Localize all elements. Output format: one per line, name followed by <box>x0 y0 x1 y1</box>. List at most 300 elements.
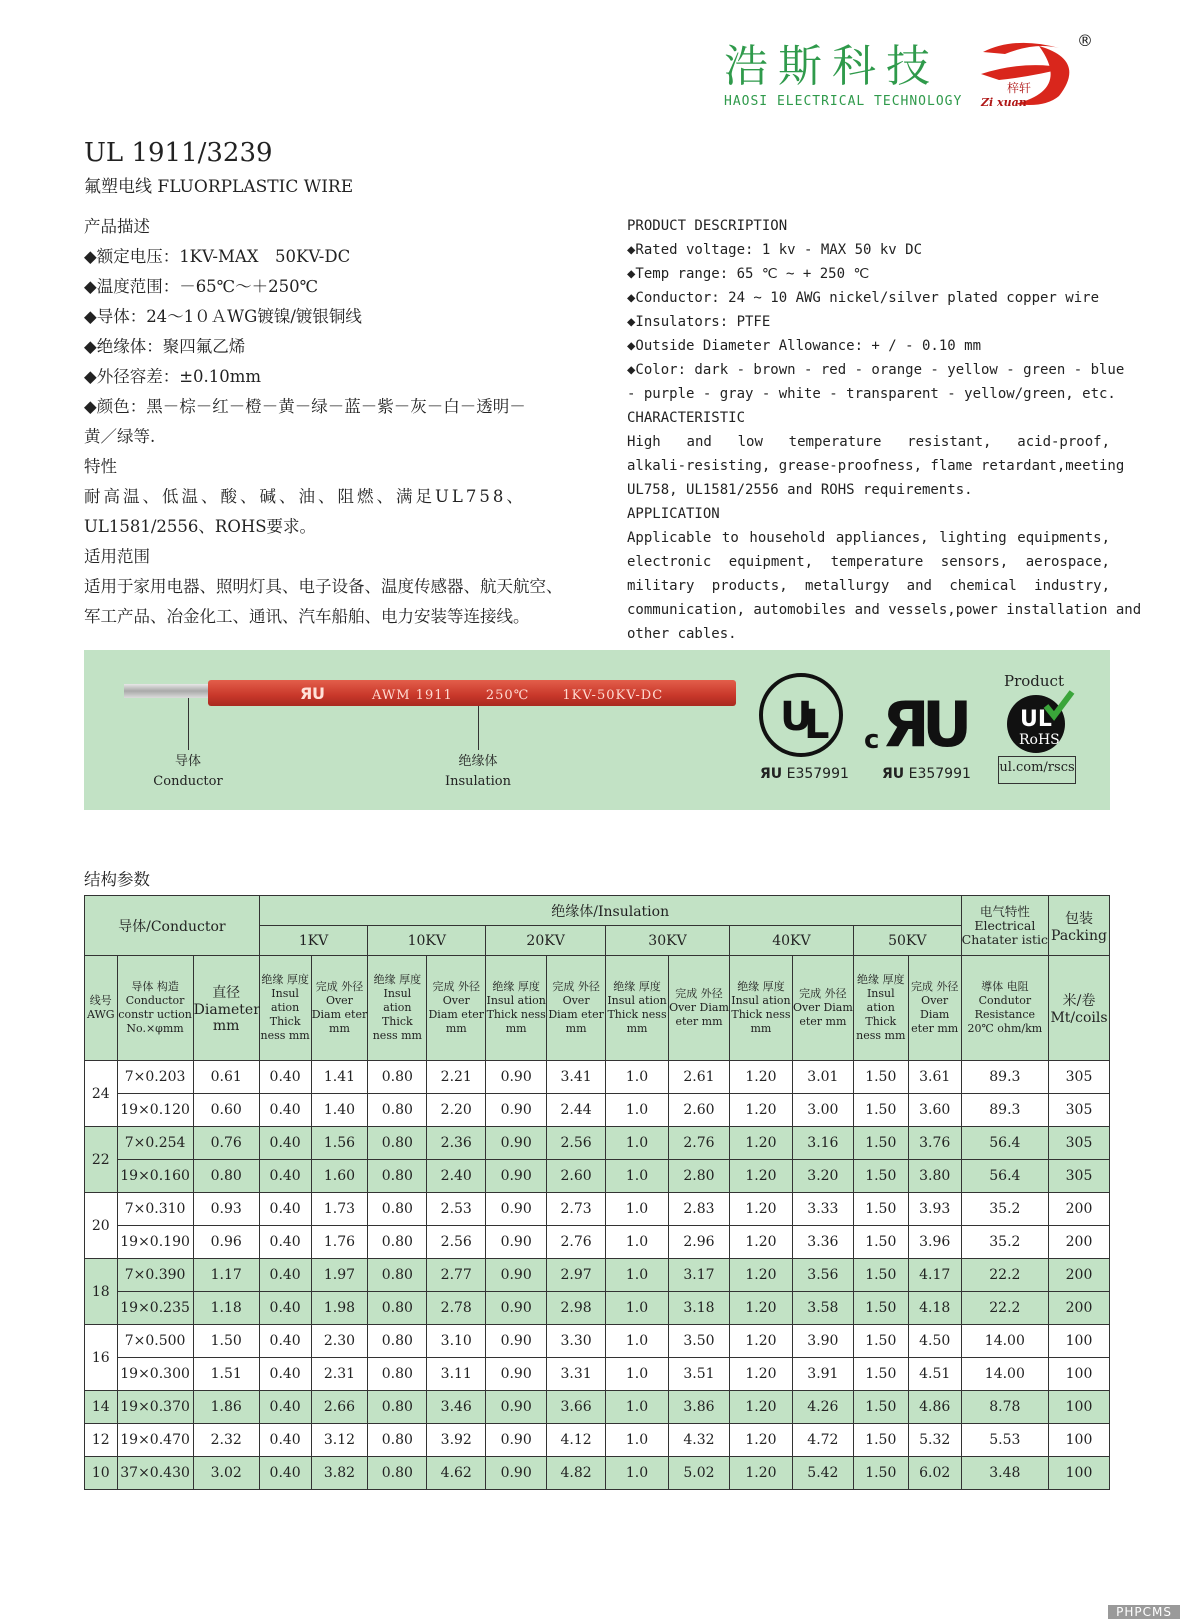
value-cell: 2.60 <box>547 1160 606 1193</box>
cn-bullet: ◆温度范围：－65℃～＋250℃ <box>84 277 319 296</box>
value-cell: 3.60 <box>908 1094 961 1127</box>
value-cell: 1.50 <box>853 1226 908 1259</box>
value-cell: 3.66 <box>547 1391 606 1424</box>
value-cell: 200 <box>1049 1292 1110 1325</box>
value-cell: 3.61 <box>908 1061 961 1094</box>
value-cell: 3.90 <box>792 1325 853 1358</box>
conductor-label-cn: 导体 <box>174 754 201 769</box>
value-cell: 1.86 <box>193 1391 259 1424</box>
value-cell: 100 <box>1049 1391 1110 1424</box>
en-char-line: alkali-resisting, grease-proofness, flame retardant,meeting <box>627 458 1125 474</box>
value-cell: 14.00 <box>961 1358 1048 1391</box>
value-cell: 3.92 <box>427 1424 486 1457</box>
value-cell: 0.40 <box>259 1325 311 1358</box>
value-cell: 0.80 <box>368 1457 427 1490</box>
svg-text:U: U <box>780 694 813 740</box>
header-over-diameter: 完成 外径 Over Diam eter mm <box>669 956 730 1061</box>
header-insulation-thickness: 绝缘 厚度 Insul ation Thick ness mm <box>259 956 311 1061</box>
value-cell: 4.86 <box>908 1391 961 1424</box>
en-app-line: electronic equipment, temperature sensors, aerospace, <box>627 554 1110 570</box>
value-cell: 1.50 <box>853 1061 908 1094</box>
value-cell: 1.40 <box>311 1094 368 1127</box>
spec-table <box>84 895 1110 1490</box>
cn-feature-line: 耐高温、低温、酸、碱、油、阻燃、满足UL758、 <box>84 487 526 506</box>
cn-bullet: ◆导体：24～1０ＡWG镀镍/镀银铜线 <box>84 307 362 326</box>
value-cell: 0.40 <box>259 1358 311 1391</box>
ul-rohs-icon <box>1006 690 1076 754</box>
table-row <box>85 1325 1110 1358</box>
awg-cell: 18 <box>85 1259 118 1325</box>
svg-text:L: L <box>804 702 830 748</box>
brand-name-cn: 浩斯科技 <box>724 41 940 92</box>
value-cell: 0.90 <box>486 1226 547 1259</box>
brand-logo <box>975 30 1095 110</box>
value-cell: 1.51 <box>193 1358 259 1391</box>
value-cell: 0.40 <box>259 1127 311 1160</box>
header-insulation-thickness: 绝缘 厚度 Insul ation Thick ness mm <box>606 956 669 1061</box>
value-cell: 2.78 <box>427 1292 486 1325</box>
rohs-url: ul.com/rscs <box>999 760 1075 775</box>
value-cell: 56.4 <box>961 1127 1048 1160</box>
conductor-label-en: Conductor <box>153 774 223 789</box>
insulation-label <box>438 752 518 792</box>
value-cell: 2.97 <box>547 1259 606 1292</box>
en-app-title: APPLICATION <box>627 506 720 522</box>
value-cell: 0.93 <box>193 1193 259 1226</box>
value-cell: 1.50 <box>853 1457 908 1490</box>
wire-conductor-illustration <box>124 684 212 698</box>
value-cell: 0.90 <box>486 1259 547 1292</box>
en-color-line: ◆Color: dark - brown - red - orange - yellow - green - blue <box>627 362 1125 378</box>
brand-name-en: HAOSI ELECTRICAL TECHNOLOGY <box>724 94 963 109</box>
value-cell: 89.3 <box>961 1061 1048 1094</box>
header-kv: 20KV <box>486 926 606 956</box>
value-cell: 4.26 <box>792 1391 853 1424</box>
conductor-label <box>148 752 228 792</box>
product-subtitle: 氟塑电线 FLUORPLASTIC WIRE <box>84 177 354 197</box>
value-cell: 3.18 <box>669 1292 730 1325</box>
value-cell: 3.31 <box>547 1358 606 1391</box>
construction-cell: 19×0.190 <box>117 1226 193 1259</box>
value-cell: 1.20 <box>729 1292 792 1325</box>
cert1-number: E357991 <box>786 766 849 782</box>
table-row <box>85 1061 1110 1094</box>
ul-listed-icon <box>758 672 844 758</box>
ul-recognized-icon <box>300 684 336 702</box>
awg-cell: 22 <box>85 1127 118 1193</box>
value-cell: 0.90 <box>486 1061 547 1094</box>
value-cell: 0.90 <box>486 1193 547 1226</box>
cn-bullet: ◆颜色：黑－棕－红－橙－黄－绿－蓝－紫－灰－白－透明－ <box>84 397 526 416</box>
logo-text-cn: 梓轩 <box>1007 81 1032 95</box>
value-cell: 1.0 <box>606 1391 669 1424</box>
value-cell: 1.98 <box>311 1292 368 1325</box>
value-cell: 2.83 <box>669 1193 730 1226</box>
value-cell: 1.20 <box>729 1226 792 1259</box>
logo-text-en: Zi xuan <box>981 96 1027 109</box>
value-cell: 0.40 <box>259 1457 311 1490</box>
cn-app-line: 适用于家用电器、照明灯具、电子设备、温度传感器、航天航空、 <box>84 577 563 596</box>
value-cell: 0.90 <box>486 1358 547 1391</box>
en-desc-title: PRODUCT DESCRIPTION <box>627 218 788 234</box>
value-cell: 5.32 <box>908 1424 961 1457</box>
value-cell: 2.44 <box>547 1094 606 1127</box>
header-kv: 30KV <box>606 926 730 956</box>
en-app-line: Applicable to household appliances, lighting equipments, <box>627 530 1110 546</box>
cn-bullet: ◆额定电压：1KV-MAX 50KV-DC <box>84 247 351 266</box>
value-cell: 56.4 <box>961 1160 1048 1193</box>
value-cell: 2.20 <box>427 1094 486 1127</box>
value-cell: 3.36 <box>792 1226 853 1259</box>
rohs-mark-text: RoHS <box>1019 732 1060 748</box>
value-cell: 89.3 <box>961 1094 1048 1127</box>
value-cell: 200 <box>1049 1226 1110 1259</box>
awg-cell: 24 <box>85 1061 118 1127</box>
value-cell: 2.66 <box>311 1391 368 1424</box>
ul-cert-number-2 <box>882 766 971 782</box>
value-cell: 1.0 <box>606 1424 669 1457</box>
value-cell: 1.50 <box>853 1325 908 1358</box>
awg-cell: 20 <box>85 1193 118 1259</box>
table-row <box>85 1358 1110 1391</box>
table-row <box>85 1457 1110 1490</box>
construction-cell: 19×0.235 <box>117 1292 193 1325</box>
value-cell: 8.78 <box>961 1391 1048 1424</box>
value-cell: 305 <box>1049 1094 1110 1127</box>
value-cell: 2.30 <box>311 1325 368 1358</box>
value-cell: 2.98 <box>547 1292 606 1325</box>
value-cell: 3.41 <box>547 1061 606 1094</box>
value-cell: 2.76 <box>669 1127 730 1160</box>
value-cell: 4.72 <box>792 1424 853 1457</box>
value-cell: 4.18 <box>908 1292 961 1325</box>
value-cell: 3.80 <box>908 1160 961 1193</box>
value-cell: 100 <box>1049 1457 1110 1490</box>
wire-print-text: AWM 1911 250℃ 1KV-50KV-DC <box>372 688 664 703</box>
construction-cell: 7×0.310 <box>117 1193 193 1226</box>
header-over-diameter: 完成 外径 Over Diam eter mm <box>311 956 368 1061</box>
construction-cell: 19×0.370 <box>117 1391 193 1424</box>
value-cell: 0.40 <box>259 1424 311 1457</box>
header-insulation-thickness: 绝缘 厚度 Insul ation Thick ness mm <box>853 956 908 1061</box>
value-cell: 200 <box>1049 1193 1110 1226</box>
value-cell: 1.76 <box>311 1226 368 1259</box>
table-row <box>85 1226 1110 1259</box>
value-cell: 2.32 <box>193 1424 259 1457</box>
value-cell: 0.80 <box>368 1160 427 1193</box>
header-kv: 1KV <box>259 926 368 956</box>
value-cell: 5.53 <box>961 1424 1048 1457</box>
value-cell: 100 <box>1049 1424 1110 1457</box>
value-cell: 3.86 <box>669 1391 730 1424</box>
table-row <box>85 1292 1110 1325</box>
value-cell: 3.96 <box>908 1226 961 1259</box>
construction-cell: 19×0.470 <box>117 1424 193 1457</box>
value-cell: 0.80 <box>368 1358 427 1391</box>
value-cell: 4.12 <box>547 1424 606 1457</box>
value-cell: 1.20 <box>729 1457 792 1490</box>
value-cell: 2.56 <box>547 1127 606 1160</box>
header-over-diameter: 完成 外径 Over Diam eter mm <box>547 956 606 1061</box>
construction-cell: 19×0.160 <box>117 1160 193 1193</box>
value-cell: 0.80 <box>368 1061 427 1094</box>
awg-cell: 14 <box>85 1391 118 1424</box>
value-cell: 1.50 <box>853 1094 908 1127</box>
en-app-line: other cables. <box>627 626 737 642</box>
value-cell: 3.12 <box>311 1424 368 1457</box>
awg-cell: 10 <box>85 1457 118 1490</box>
ul-small-icon: ЯU <box>760 766 783 782</box>
value-cell: 2.76 <box>547 1226 606 1259</box>
value-cell: 3.51 <box>669 1358 730 1391</box>
ul-small-icon: ЯU <box>882 766 905 782</box>
value-cell: 3.30 <box>547 1325 606 1358</box>
value-cell: 0.40 <box>259 1193 311 1226</box>
value-cell: 3.02 <box>193 1457 259 1490</box>
en-app-line: military products, metallurgy and chemical industry, <box>627 578 1110 594</box>
value-cell: 0.80 <box>193 1160 259 1193</box>
value-cell: 3.91 <box>792 1358 853 1391</box>
value-cell: 1.20 <box>729 1193 792 1226</box>
header-kv: 40KV <box>729 926 853 956</box>
value-cell: 100 <box>1049 1358 1110 1391</box>
value-cell: 3.16 <box>792 1127 853 1160</box>
value-cell: 100 <box>1049 1325 1110 1358</box>
value-cell: 3.48 <box>961 1457 1048 1490</box>
value-cell: 1.50 <box>193 1325 259 1358</box>
value-cell: 1.20 <box>729 1325 792 1358</box>
cn-app-line: 军工产品、冶金化工、通讯、汽车船舶、电力安装等连接线。 <box>84 607 530 626</box>
value-cell: 1.0 <box>606 1127 669 1160</box>
value-cell: 1.56 <box>311 1127 368 1160</box>
construction-cell: 7×0.390 <box>117 1259 193 1292</box>
construction-cell: 7×0.203 <box>117 1061 193 1094</box>
value-cell: 1.0 <box>606 1259 669 1292</box>
value-cell: 305 <box>1049 1061 1110 1094</box>
en-color-line: - purple - gray - white - transparent - yellow/green, etc. <box>627 386 1116 402</box>
value-cell: 0.40 <box>259 1061 311 1094</box>
insulation-pointer <box>478 706 479 750</box>
value-cell: 2.36 <box>427 1127 486 1160</box>
value-cell: 0.40 <box>259 1292 311 1325</box>
header-insulation-thickness: 绝缘 厚度 Insul ation Thick ness mm <box>729 956 792 1061</box>
value-cell: 3.33 <box>792 1193 853 1226</box>
en-app-line: communication, automobiles and vessels,power installation and <box>627 602 1142 618</box>
value-cell: 1.50 <box>853 1259 908 1292</box>
table-row <box>85 1127 1110 1160</box>
value-cell: 2.53 <box>427 1193 486 1226</box>
value-cell: 0.40 <box>259 1094 311 1127</box>
value-cell: 1.50 <box>853 1358 908 1391</box>
header-insulation-thickness: 绝缘 厚度 Insul ation Thick ness mm <box>486 956 547 1061</box>
cert2-number: E357991 <box>908 766 971 782</box>
value-cell: 0.80 <box>368 1424 427 1457</box>
value-cell: 0.96 <box>193 1226 259 1259</box>
table-section-title: 结构参数 <box>84 870 150 889</box>
value-cell: 305 <box>1049 1160 1110 1193</box>
table-row <box>85 1193 1110 1226</box>
value-cell: 305 <box>1049 1127 1110 1160</box>
value-cell: 4.62 <box>427 1457 486 1490</box>
value-cell: 0.40 <box>259 1226 311 1259</box>
header-electrical: 电气特性 Electrical Chatater istic <box>961 896 1048 956</box>
value-cell: 4.82 <box>547 1457 606 1490</box>
value-cell: 1.20 <box>729 1160 792 1193</box>
value-cell: 4.32 <box>669 1424 730 1457</box>
product-model: UL 1911/3239 <box>84 138 273 168</box>
cn-feature-line: UL1581/2556、ROHS要求。 <box>84 517 317 536</box>
construction-cell: 37×0.430 <box>117 1457 193 1490</box>
header-over-diameter: 完成 外径 Over Diam eter mm <box>908 956 961 1061</box>
value-cell: 0.90 <box>486 1094 547 1127</box>
value-cell: 3.01 <box>792 1061 853 1094</box>
value-cell: 1.0 <box>606 1193 669 1226</box>
value-cell: 1.50 <box>853 1127 908 1160</box>
header-diameter: 直径 Diameter mm <box>193 956 259 1061</box>
header-pack-unit: 米/卷 Mt/coils <box>1049 956 1110 1061</box>
construction-cell: 19×0.120 <box>117 1094 193 1127</box>
construction-cell: 19×0.300 <box>117 1358 193 1391</box>
value-cell: 0.80 <box>368 1391 427 1424</box>
awg-cell: 12 <box>85 1424 118 1457</box>
value-cell: 1.20 <box>729 1061 792 1094</box>
value-cell: 2.60 <box>669 1094 730 1127</box>
value-cell: 0.90 <box>486 1424 547 1457</box>
header-resistance: 導体 电阻 Condutor Resistance 20℃ ohm/km <box>961 956 1048 1061</box>
value-cell: 1.20 <box>729 1127 792 1160</box>
value-cell: 22.2 <box>961 1259 1048 1292</box>
value-cell: 0.61 <box>193 1061 259 1094</box>
value-cell: 3.76 <box>908 1127 961 1160</box>
value-cell: 22.2 <box>961 1292 1048 1325</box>
value-cell: 1.50 <box>853 1391 908 1424</box>
value-cell: 1.0 <box>606 1061 669 1094</box>
value-cell: 2.96 <box>669 1226 730 1259</box>
value-cell: 1.0 <box>606 1292 669 1325</box>
header-packing: 包装 Packing <box>1049 896 1110 956</box>
header-awg: 线号 AWG <box>85 956 118 1061</box>
value-cell: 35.2 <box>961 1193 1048 1226</box>
value-cell: 0.80 <box>368 1193 427 1226</box>
table-row <box>85 1424 1110 1457</box>
value-cell: 0.60 <box>193 1094 259 1127</box>
value-cell: 3.10 <box>427 1325 486 1358</box>
conductor-pointer <box>188 698 189 750</box>
svg-text:U: U <box>922 688 973 756</box>
value-cell: 2.77 <box>427 1259 486 1292</box>
value-cell: 2.73 <box>547 1193 606 1226</box>
value-cell: 4.51 <box>908 1358 961 1391</box>
value-cell: 3.93 <box>908 1193 961 1226</box>
value-cell: 0.40 <box>259 1160 311 1193</box>
header-over-diameter: 完成 外径 Over Diam eter mm <box>427 956 486 1061</box>
chinese-description <box>84 212 584 632</box>
value-cell: 2.40 <box>427 1160 486 1193</box>
svg-text:c: c <box>864 725 880 755</box>
value-cell: 1.97 <box>311 1259 368 1292</box>
en-char-line: High and low temperature resistant, acid-proof, <box>627 434 1110 450</box>
value-cell: 1.0 <box>606 1457 669 1490</box>
value-cell: 0.90 <box>486 1391 547 1424</box>
value-cell: 0.90 <box>486 1160 547 1193</box>
value-cell: 1.50 <box>853 1160 908 1193</box>
value-cell: 1.20 <box>729 1094 792 1127</box>
value-cell: 1.18 <box>193 1292 259 1325</box>
header-conductor: 导体/Conductor <box>85 896 260 956</box>
value-cell: 2.21 <box>427 1061 486 1094</box>
en-bullet: ◆Insulators: PTFE <box>627 314 771 330</box>
svg-text:Я: Я <box>300 684 313 702</box>
value-cell: 1.20 <box>729 1391 792 1424</box>
header-insulation-thickness: 绝缘 厚度 Insul ation Thick ness mm <box>368 956 427 1061</box>
svg-text:UL: UL <box>1020 707 1052 732</box>
table-row <box>85 1391 1110 1424</box>
value-cell: 1.50 <box>853 1292 908 1325</box>
value-cell: 0.40 <box>259 1391 311 1424</box>
value-cell: 4.50 <box>908 1325 961 1358</box>
insulation-label-en: Insulation <box>444 774 512 789</box>
value-cell: 3.00 <box>792 1094 853 1127</box>
awg-cell: 16 <box>85 1325 118 1391</box>
rohs-product-label: Product <box>1004 672 1064 690</box>
value-cell: 2.61 <box>669 1061 730 1094</box>
value-cell: 1.20 <box>729 1424 792 1457</box>
value-cell: 0.76 <box>193 1127 259 1160</box>
value-cell: 1.17 <box>193 1259 259 1292</box>
cn-feature-title: 特性 <box>84 457 117 476</box>
insulation-label-cn: 绝缘体 <box>458 754 498 769</box>
value-cell: 3.20 <box>792 1160 853 1193</box>
value-cell: 5.42 <box>792 1457 853 1490</box>
table-row <box>85 1094 1110 1127</box>
header-over-diameter: 完成 外径 Over Diam eter mm <box>792 956 853 1061</box>
value-cell: 0.90 <box>486 1325 547 1358</box>
en-bullet: ◆Rated voltage: 1 kv - MAX 50 kv DC <box>627 242 923 258</box>
value-cell: 0.80 <box>368 1292 427 1325</box>
cru-recognized-icon <box>864 684 984 756</box>
spec-table-body <box>85 1061 1110 1490</box>
table-row <box>85 1259 1110 1292</box>
en-bullet: ◆Conductor: 24 ~ 10 AWG nickel/silver plated copper wire <box>627 290 1100 306</box>
footer-watermark: PHPCMS <box>1108 1605 1180 1619</box>
header-kv: 10KV <box>368 926 486 956</box>
value-cell: 4.17 <box>908 1259 961 1292</box>
value-cell: 1.41 <box>311 1061 368 1094</box>
value-cell: 3.46 <box>427 1391 486 1424</box>
value-cell: 5.02 <box>669 1457 730 1490</box>
value-cell: 3.56 <box>792 1259 853 1292</box>
value-cell: 0.80 <box>368 1094 427 1127</box>
value-cell: 1.20 <box>729 1259 792 1292</box>
value-cell: 0.80 <box>368 1127 427 1160</box>
rohs-url-box <box>998 756 1076 784</box>
value-cell: 3.50 <box>669 1325 730 1358</box>
value-cell: 1.0 <box>606 1094 669 1127</box>
english-description <box>627 214 1142 646</box>
value-cell: 3.82 <box>311 1457 368 1490</box>
value-cell: 0.90 <box>486 1457 547 1490</box>
value-cell: 1.20 <box>729 1358 792 1391</box>
table-row <box>85 1160 1110 1193</box>
value-cell: 3.58 <box>792 1292 853 1325</box>
value-cell: 3.11 <box>427 1358 486 1391</box>
cn-bullet: ◆绝缘体：聚四氟乙烯 <box>84 337 246 356</box>
header-construction: 导体 构造 Conductor constr uction No.×φmm <box>117 956 193 1061</box>
value-cell: 3.17 <box>669 1259 730 1292</box>
value-cell: 1.0 <box>606 1358 669 1391</box>
cn-app-title: 适用范围 <box>84 547 150 566</box>
value-cell: 2.31 <box>311 1358 368 1391</box>
